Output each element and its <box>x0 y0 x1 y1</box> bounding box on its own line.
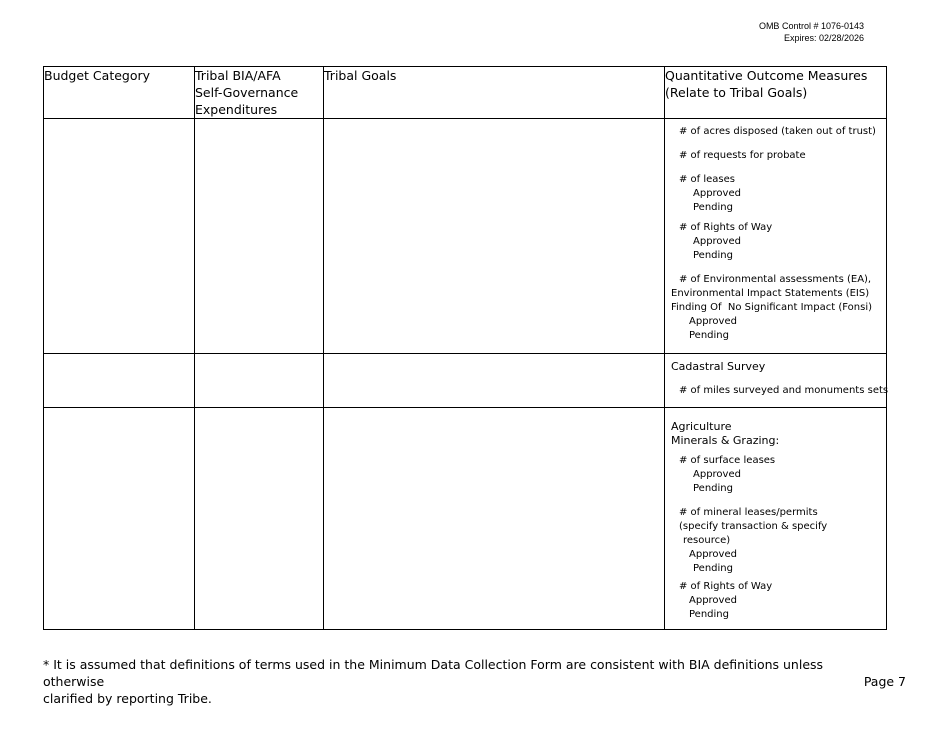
measure-leases: # of leases <box>679 174 736 185</box>
measure-rights-of-way: # of Rights of Way <box>679 581 773 592</box>
header-budget-category <box>44 67 195 119</box>
measure-pending: Pending <box>693 483 733 494</box>
measure-pending: Pending <box>693 563 733 574</box>
measure-surface-leases: # of surface leases <box>679 455 776 466</box>
header-line: Quantitative Outcome Measures <box>665 68 868 83</box>
measure-mineral-leases: # of mineral leases/permits <box>679 507 818 518</box>
measure-approved: Approved <box>689 549 737 560</box>
measure-pending: Pending <box>693 250 733 261</box>
table-row <box>44 408 887 630</box>
cadastral-survey-title: Cadastral Survey <box>671 360 766 373</box>
measure-approved: Approved <box>693 469 741 480</box>
expenditures-cell[interactable] <box>195 119 324 354</box>
table-header-row <box>44 67 887 119</box>
header-outcome-measures <box>665 67 887 119</box>
expiration-date: Expires: 02/28/2026 <box>783 33 864 43</box>
measure-approved: Approved <box>689 595 737 606</box>
header-line: Budget Category <box>44 68 151 83</box>
measure-rights-of-way: # of Rights of Way <box>679 222 773 233</box>
omb-block <box>759 20 864 44</box>
budget-category-cell[interactable] <box>44 354 195 408</box>
footnote <box>43 656 883 707</box>
measure-mineral-leases: (specify transaction & specify <box>679 521 828 532</box>
header-line: Tribal BIA/AFA <box>195 68 281 83</box>
measure-probate: # of requests for probate <box>679 150 806 161</box>
measure-mineral-leases: resource) <box>683 535 731 546</box>
budget-category-cell[interactable] <box>44 408 195 630</box>
table-row <box>44 354 887 408</box>
measure-approved: Approved <box>693 236 741 247</box>
minerals-grazing-title: Minerals & Grazing: <box>671 434 780 447</box>
tribal-goals-cell[interactable] <box>324 119 665 354</box>
table-row <box>44 119 887 354</box>
measure-environmental: Finding Of No Significant Impact (Fonsi) <box>671 302 873 313</box>
expenditures-cell[interactable] <box>195 408 324 630</box>
outcome-measures-cell <box>665 408 887 630</box>
measure-approved: Approved <box>689 316 737 327</box>
page-number: Page 7 <box>863 674 906 689</box>
expenditures-cell[interactable] <box>195 354 324 408</box>
measure-environmental: # of Environmental assessments (EA), <box>679 274 872 285</box>
omb-control-number: OMB Control # 1076-0143 <box>758 21 864 31</box>
budget-category-cell[interactable] <box>44 119 195 354</box>
tribal-goals-cell[interactable] <box>324 408 665 630</box>
header-expenditures <box>195 67 324 119</box>
header-line: Tribal Goals <box>324 68 397 83</box>
outcome-measures-cell <box>665 119 887 354</box>
measure-acres: # of acres disposed (taken out of trust) <box>679 126 876 137</box>
outcome-measures-cell <box>665 354 887 408</box>
header-line: Expenditures <box>195 102 278 117</box>
header-line: Self-Governance <box>195 85 299 100</box>
measure-environmental: Environmental Impact Statements (EIS) <box>671 288 870 299</box>
measure-pending: Pending <box>689 609 729 620</box>
measure-pending: Pending <box>689 330 729 341</box>
measure-approved: Approved <box>693 188 741 199</box>
agriculture-title: Agriculture <box>671 420 732 433</box>
measure-pending: Pending <box>693 202 733 213</box>
footnote-line: * It is assumed that definitions of terms used in the Minimum Data Collection Form are consistent with BIA definitions unless otherwise <box>43 657 824 689</box>
footnote-line: clarified by reporting Tribe. <box>43 691 212 706</box>
outcome-measures-table <box>43 66 887 630</box>
tribal-goals-cell[interactable] <box>324 354 665 408</box>
header-tribal-goals <box>324 67 665 119</box>
measure-miles-surveyed: # of miles surveyed and monuments sets <box>679 385 889 396</box>
header-line: (Relate to Tribal Goals) <box>665 85 808 100</box>
